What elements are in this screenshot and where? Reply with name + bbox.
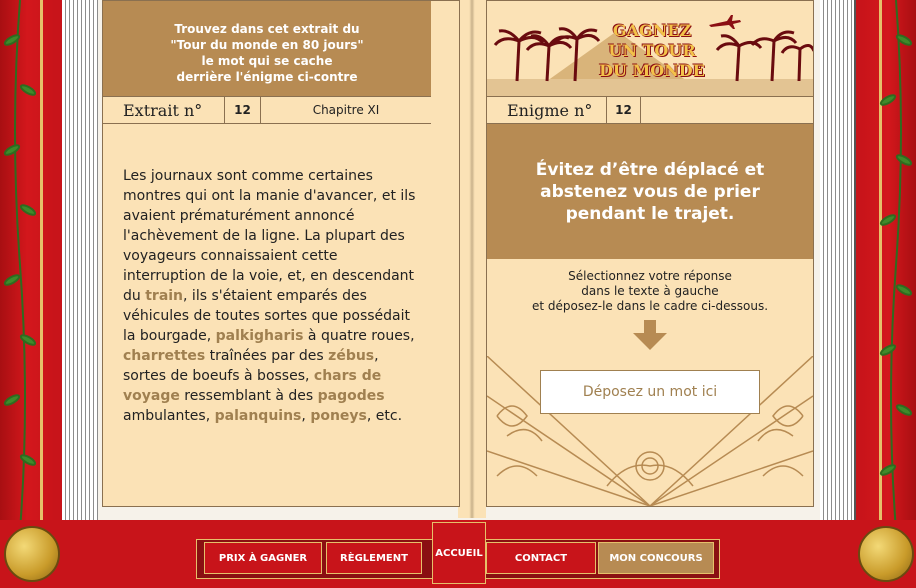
selectable-word[interactable]: train	[145, 288, 184, 304]
banner-line: UN TOUR	[608, 41, 696, 60]
instruction-line: et déposez-le dans le cadre ci-dessous.	[531, 299, 769, 313]
extract-text-segment: Les journaux sont comme certaines montres qui ont la manie d'avancer, et ils avaient prématurément annoncé l'achèvement de la ligne. La plupart des voyageurs connaissaient cette interruption de la voie, et, en descendant du	[123, 168, 416, 304]
page-edges-left	[62, 0, 98, 522]
globe-icon	[858, 526, 914, 582]
riddle-text: Évitez d’être déplacé et abstenez vous de prier pendant le trajet.	[535, 160, 765, 224]
instruction-header	[103, 1, 431, 96]
nav-contact[interactable]: CONTACT	[486, 542, 596, 574]
riddle-box	[487, 124, 813, 259]
header-line: derrière l'énigme ci-contre	[176, 70, 358, 84]
laurel-vine-icon	[2, 0, 38, 530]
nav-concours[interactable]: MON CONCOURS	[598, 542, 714, 574]
extract-text-segment: à quatre roues,	[303, 328, 415, 344]
enigme-row	[487, 96, 813, 124]
laurel-vine-icon	[878, 0, 914, 530]
enigme-label: Enigme n°	[487, 97, 607, 123]
answer-drop-zone[interactable]: Déposez un mot ici	[540, 370, 760, 414]
header-line: "Tour du monde en 80 jours"	[170, 38, 364, 52]
extract-text-segment: ,	[301, 408, 311, 424]
chapter-label: Chapitre XI	[312, 103, 380, 117]
extract-text-segment: , ils s'étaient emparés des véhicules de toutes sortes que possédait la bourgade,	[123, 288, 410, 344]
selectable-word[interactable]: poneys	[310, 408, 367, 424]
extrait-number: 12	[225, 97, 261, 123]
enigme-number: 12	[607, 97, 641, 123]
left-page	[102, 0, 460, 507]
extrait-label: Extrait n°	[103, 97, 225, 123]
globe-icon	[4, 526, 60, 582]
banner-title	[582, 21, 722, 81]
extract-text-segment: , sortes de boeufs à bosses,	[123, 348, 379, 384]
extract-text-segment: ressemblant à des	[179, 388, 318, 404]
nav-accueil[interactable]: ACCUEIL	[432, 522, 486, 584]
page-edges-right	[820, 0, 854, 522]
header-line: le mot qui se cache	[201, 54, 333, 68]
extrait-row	[103, 96, 431, 124]
extract-text-segment: traînées par des	[205, 348, 329, 364]
selectable-word[interactable]: palkigharis	[215, 328, 304, 344]
banner	[487, 1, 813, 96]
selectable-word[interactable]: chars de voyage	[123, 368, 382, 404]
selectable-word[interactable]: pagodes	[317, 388, 385, 404]
instructions	[487, 269, 813, 314]
right-page	[486, 0, 814, 507]
banner-line: DU MONDE	[599, 61, 705, 80]
down-arrow-icon	[633, 320, 667, 350]
extract-text-segment: , etc.	[366, 408, 403, 424]
banner-line: GAGNEZ	[612, 21, 692, 40]
nav-prix[interactable]: PRIX À GAGNER	[204, 542, 322, 574]
selectable-word[interactable]: palanquins	[214, 408, 302, 424]
nav-reglement[interactable]: RÈGLEMENT	[326, 542, 422, 574]
header-line: Trouvez dans cet extrait du	[174, 22, 360, 36]
instruction-line: Sélectionnez votre réponse	[568, 269, 732, 283]
instruction-line: dans le texte à gauche	[581, 284, 719, 298]
book-spine	[458, 0, 486, 518]
extract-text-segment: ambulantes,	[123, 408, 215, 424]
selectable-word[interactable]: zébus	[328, 348, 375, 364]
selectable-word[interactable]: charrettes	[123, 348, 206, 364]
extract-text[interactable]	[123, 166, 423, 426]
